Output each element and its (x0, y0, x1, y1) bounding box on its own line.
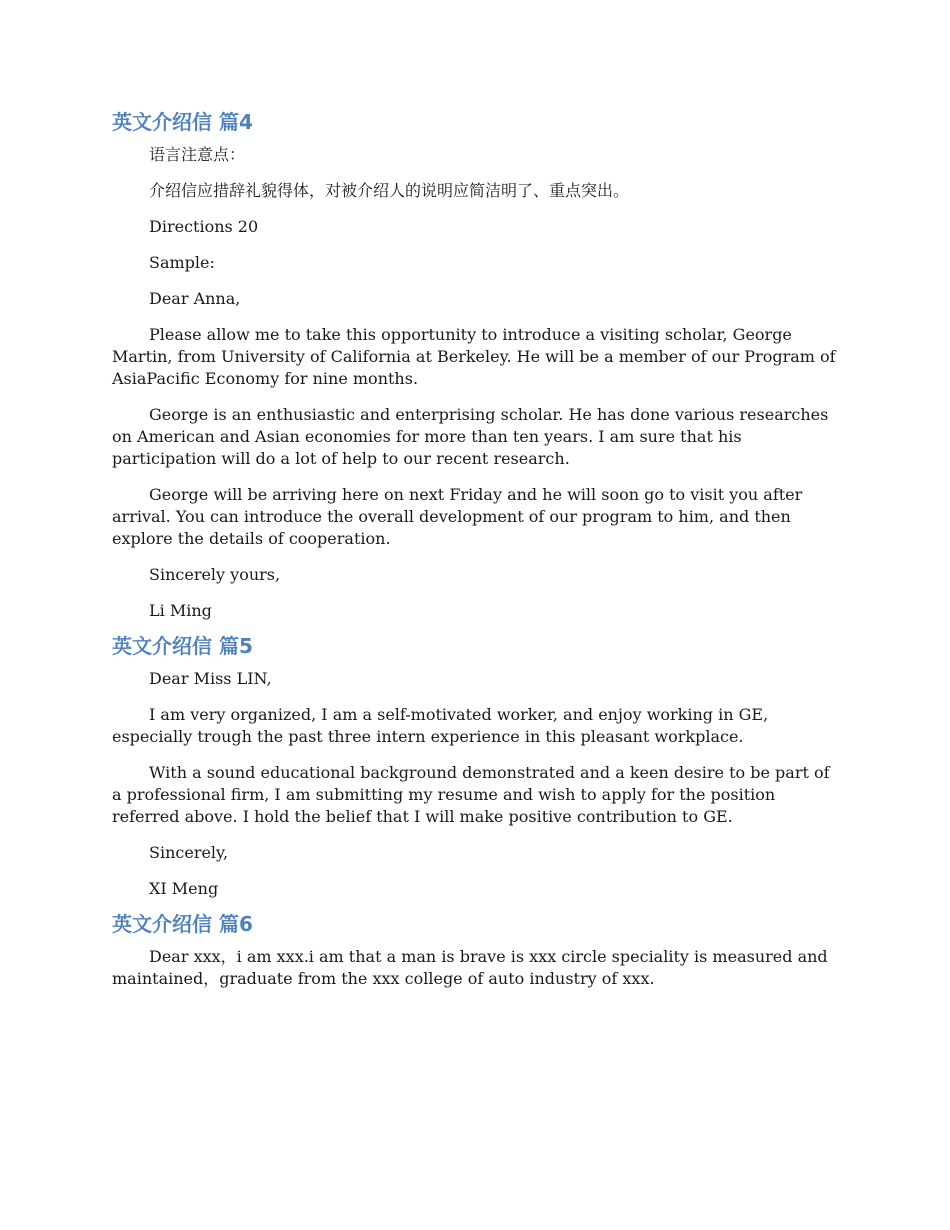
paragraph: George will be arriving here on next Friday and he will soon go to visit you after arrival. You can introduce the overall development of our program to him, and then explore the details of cooperation. (112, 485, 803, 548)
document-page (112, 108, 840, 1004)
paragraph: With a sound educational background demonstrated and a keen desire to be part of a professional firm, I am submitting my resume and wish to apply for the position referred above. I hold the belief that I will make positive contribution to GE. (112, 763, 830, 826)
paragraph: Sincerely, (149, 843, 229, 862)
paragraph: Dear Anna, (149, 289, 241, 308)
paragraph: Sincerely yours, (149, 565, 281, 584)
paragraph: Dear Miss LIN, (149, 669, 272, 688)
paragraph: Dear xxx，i am xxx.i am that a man is brave is xxx circle speciality is measured and maintained，graduate from the xxx college of auto industry of xxx. (112, 947, 828, 988)
paragraph: XI Meng (149, 879, 219, 898)
section-heading: 英文介绍信 篇5 (112, 634, 253, 658)
paragraph: I am very organized, I am a self-motivated worker, and enjoy working in GE, especially trough the past three intern experience in this pleasant workplace. (112, 705, 769, 746)
paragraph: 介绍信应措辞礼貌得体，对被介绍人的说明应简洁明了、重点突出。 (149, 181, 630, 200)
paragraph: Directions 20 (149, 217, 259, 236)
paragraph: Sample: (149, 253, 215, 272)
paragraph: 语言注意点： (149, 145, 246, 164)
section-5 (112, 632, 840, 900)
section-6 (112, 910, 840, 990)
section-heading: 英文介绍信 篇6 (112, 912, 253, 936)
paragraph: George is an enthusiastic and enterprising scholar. He has done various researches on American and Asian economies for more than ten years. I am sure that his participation will do a lot of help to our recent research. (112, 405, 829, 468)
section-4 (112, 108, 840, 622)
paragraph: Please allow me to take this opportunity to introduce a visiting scholar, George Martin, from University of California at Berkeley. He will be a member of our Program of AsiaPacific Economy for nine months. (112, 325, 836, 388)
section-heading: 英文介绍信 篇4 (112, 110, 253, 134)
paragraph: Li Ming (149, 601, 212, 620)
